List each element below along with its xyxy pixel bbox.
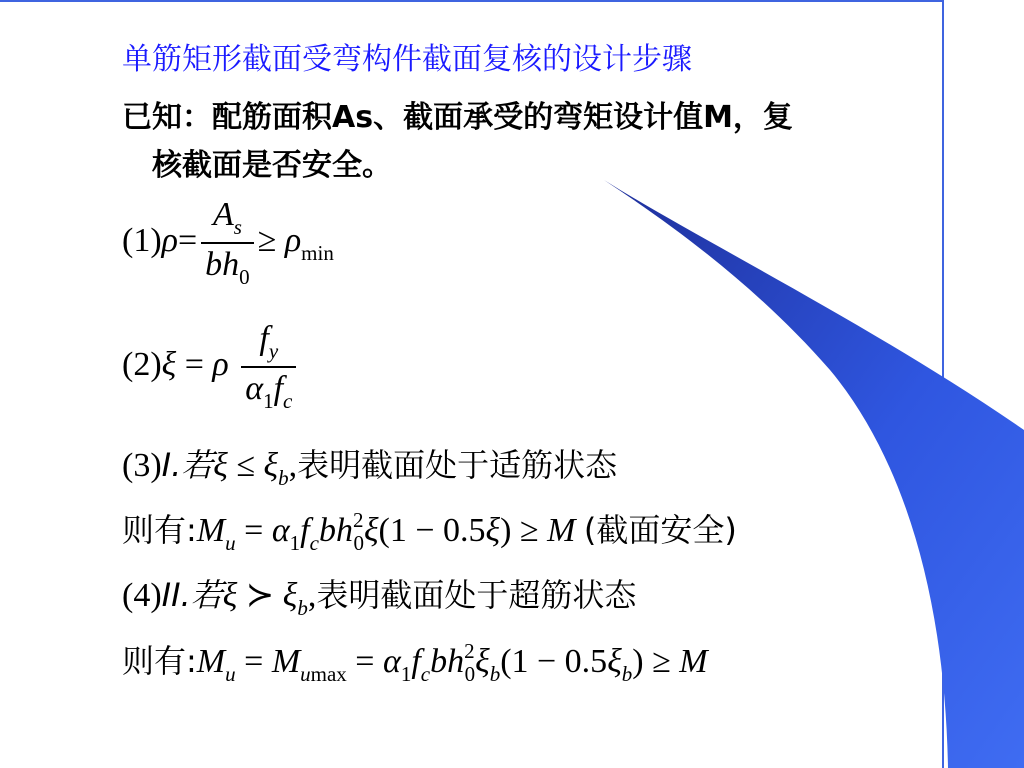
relative-height-fraction: $\frac{f_y}{\alpha_1f_c}$ xyxy=(241,320,296,414)
given-line-1: 已知：配筋面积As、截面承受的弯矩设计值M，复 xyxy=(122,100,793,135)
step-4-label: (4) xyxy=(122,577,162,614)
reinforcement-ratio-fraction: $\frac{A_s}{bh_0}$ xyxy=(201,196,254,290)
step-3-label: (3) xyxy=(122,447,162,484)
formula-step-2: (2)ξ = ρ $\frac{f_y}{\alpha_1f_c}$ xyxy=(122,320,300,414)
step-3-desc: 表明截面处于适筋状态 xyxy=(297,446,618,484)
step-4-desc: 表明截面处于超筋状态 xyxy=(316,576,637,614)
formula-step-4-condition: (4)II.若ξ ≻ $\xi_b$,表明截面处于超筋状态 xyxy=(122,576,637,620)
formula-step-3-condition: (3)I.若$\xi \le \xi_b$,表明截面处于适筋状态 xyxy=(122,446,618,490)
step-4-case: II.若 xyxy=(161,576,223,614)
formula-step-1: (1)ρ= $\frac{A_s}{bh_0}$ ≥ $\rho_{min}$ xyxy=(122,196,334,289)
step-2-label: (2) xyxy=(122,345,162,383)
step-4-result-prefix: 则有: xyxy=(122,642,197,680)
step-3-result-prefix: 则有: xyxy=(122,511,197,549)
step-3-case: I.若 xyxy=(161,446,214,484)
given-line-2: 核截面是否安全。 xyxy=(152,148,392,183)
formula-step-3-result: 则有$:M_u = \alpha_1f_cbh^2_0\xi(1 - 0.5\xi) \ge M$ (截面安全) xyxy=(122,508,737,555)
formula-step-4-result: 则有$:M_u = M_{umax} = \alpha_1f_cbh^2_0\xi_b(1 - 0.5\xi_b) \ge M$ xyxy=(122,639,708,686)
safe-note: (截面安全) xyxy=(583,511,737,549)
step-1-label: (1) xyxy=(122,221,162,259)
slide-title: 单筋矩形截面受弯构件截面复核的设计步骤 xyxy=(122,42,692,77)
given-conditions xyxy=(122,94,892,190)
